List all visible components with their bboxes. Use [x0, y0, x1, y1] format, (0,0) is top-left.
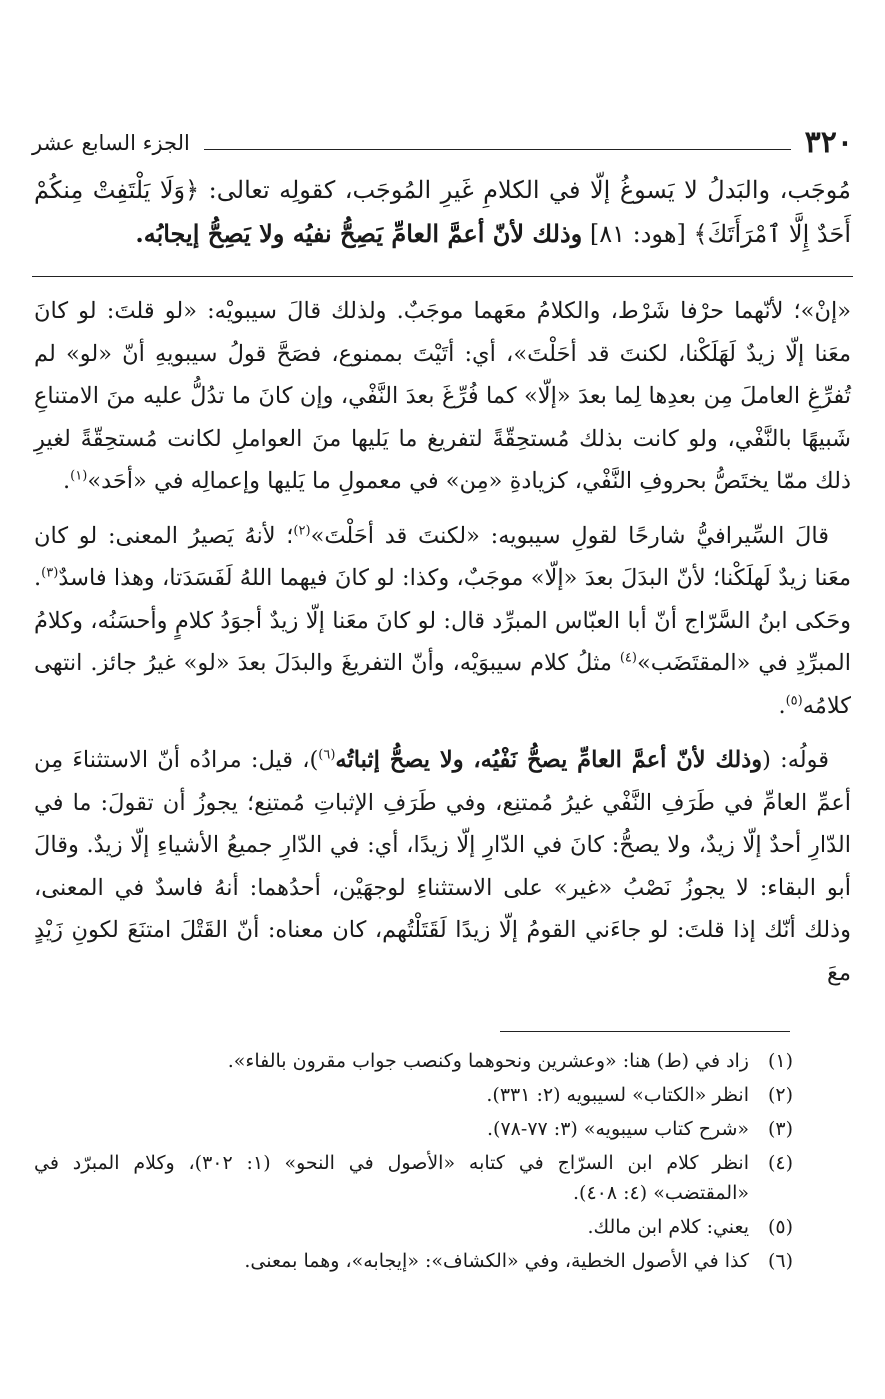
footnote-text: يعني: كلام ابن مالك. [587, 1216, 749, 1238]
footnote-number: (٢) [767, 1084, 793, 1106]
footnote-item [34, 1212, 793, 1242]
paragraph-text: )، قيل: مرادُه أنّ الاستثناءَ مِن أعمِّ العامِّ في طَرَفِ النَّفْي غيرُ مُمتنِع، وفي طَرَفِ الإثباتِ مُمتنِع؛ يجوزُ أن تقولَ: ما في الدّارِ أحدٌ إلّا زيدٌ، ولا يصحُّ: كانَ في الدّارِ إلّا زيدًا، أي: في الدّارِ جميعُ الأشياءِ إلّا زيدٌ. وقالَ أبو البقاء: لا يجوزُ نَصْبُ «غير» على الاستثناءِ لوجهَيْن، أحدُهما: أنهُ فاسدٌ في المعنى، وذلك أنّك إذا قلتَ: لو جاءَني القومُ إلّا زيدًا لَقَتَلْتُهم، كان معناه: أنّ القَتْلَ امتنَعَ لكونِ زَيْدٍ معَ [34, 747, 851, 986]
footnote-ref: (٥) [785, 693, 803, 708]
footnote-item [34, 1246, 793, 1276]
footnote-ref: (٤) [619, 650, 637, 666]
footnotes [34, 1046, 793, 1280]
main-text-bold: وذلك لأنّ أعمَّ العامِّ يَصِحُّ نفيُه ولا يَصِحُّ إيجابُه. [135, 219, 583, 248]
paragraph-text: . [778, 692, 786, 719]
paragraph-text: قولُه: ( [762, 747, 829, 773]
footnote-number: (٥) [767, 1216, 793, 1238]
paragraph-text: . وحَكى ابنُ السَّرّاج أنّ أبا العبّاس المبرِّد قال: لو كانَ معَنا إلّا زيدٌ أجوَدُ كلامٍ وأحسَنُه، وكلامُ المبرِّدِ في «المقتَضَب» [34, 565, 852, 676]
paragraph-text: مثلُ كلام سيبوَيْه، وأنّ التفريغَ والبدَلَ بعدَ «لو» غيرُ جائز. انتهى كلامُه [34, 650, 851, 719]
main-text: مُوجَب، والبَدلُ لا يَسوغُ إلّا في الكلامِ غَيرِ المُوجَب، كقولِه تعالى: ﴿وَلَا يَلْتَفِتْ مِنكُمْ أَحَدٌ إِلَّا ٱمْرَأَتَكَ﴾ [هود: ٨١] [34, 176, 851, 248]
footnote-ref: (١) [70, 468, 88, 484]
footnote-text: انظر كلام ابن السرّاج في كتابه «الأصول في النحو» (١: ٣٠٢)، وكلام المبرّد في «المقتضب» (٤: ٤٠٨). [34, 1152, 749, 1204]
footnote-text: كذا في الأصول الخطية، وفي «الكشاف»: «إيجابه»، وهما بمعنى. [244, 1250, 749, 1272]
footnote-ref: (٦) [318, 747, 336, 763]
quoted-text-bold: وذلك لأنّ أعمَّ العامِّ يصحُّ نَفْيُه، ولا يصحُّ إثباتُه [335, 747, 763, 773]
footnote-number: (٣) [767, 1118, 793, 1140]
main-text-block [34, 168, 851, 256]
page-number: ٣٢٠ [804, 125, 853, 160]
footnote-item [34, 1046, 793, 1076]
footnote-ref: (٣) [41, 565, 59, 581]
footnote-number: (٦) [767, 1250, 793, 1272]
footnote-text: انظر «الكتاب» لسيبويه (٢: ٣٣١). [486, 1084, 749, 1106]
footnote-number: (١) [767, 1050, 793, 1072]
paragraph-text: ؛ لأنهُ يَصيرُ المعنى: لو كان معَنا زيدٌ لَهلَكْنا؛ لأنّ البدَلَ بعدَ «إلّا» موجَبٌ، وكذا: لو كانَ فيهما اللهُ لَفَسَدَتا، وهذا فاسدٌ [34, 522, 851, 591]
footnote-divider [500, 1031, 790, 1032]
footnote-item [34, 1080, 793, 1110]
footnote-item [34, 1148, 793, 1208]
footnote-number: (٤) [767, 1152, 793, 1174]
header-rule [204, 149, 791, 150]
page-header [32, 118, 853, 158]
footnote-item [34, 1114, 793, 1144]
footnote-ref: (٢) [293, 523, 311, 538]
paragraph-text: «إنْ»؛ لأنّهما حرْفا شَرْط، والكلامُ معَهما موجَبٌ. ولذلك قالَ سيبويْه: «لو قلتَ: لو كانَ معَنا إلّا زيدٌ لَهَلَكْنا، لكنتَ قد أحَلْتَ»، أي: أتَيْتَ بممنوع، فصَحَّ قولُ سيبويهِ أنّ «لو» لم تُفرِّغِ العاملَ مِن بعدِها لِما بعدَ «إلّا» كما فُرِّغَ بعدَ النَّفْي، وإن كانَ ما تدُلُّ عليه منَ الامتناعِ شَبيهًا بالنَّفْي، ولو كانت بذلك مُستحِقّةً لتفريغ ما يَليها منَ العواملِ لكانت مُستحِقّةً لغيرِ ذلك ممّا يختَصُّ بحروفِ النَّفْي، كزيادةِ «مِن» في معمولِ ما يَليها وإعمالِه في «أحَد» [34, 298, 851, 494]
footnote-text: «شرح كتاب سيبويه» (٣: ٧٧-٧٨). [487, 1118, 749, 1140]
paragraph-text: قالَ السِّيرافيُّ شارحًا لقولِ سيبويه: «لكنتَ قد أحَلْتَ» [310, 522, 829, 549]
footnote-text: زاد في (ط) هنا: «وعشرين ونحوهما وكنصب جواب مقرون بالفاء». [227, 1050, 749, 1072]
commentary-paragraph [34, 739, 851, 994]
paragraph-text: . [63, 468, 71, 494]
commentary-paragraph [34, 290, 851, 503]
commentary-paragraph [34, 515, 851, 728]
main-text-divider [32, 276, 853, 277]
volume-title: الجزء السابع عشر [32, 131, 190, 155]
commentary [34, 290, 851, 1006]
